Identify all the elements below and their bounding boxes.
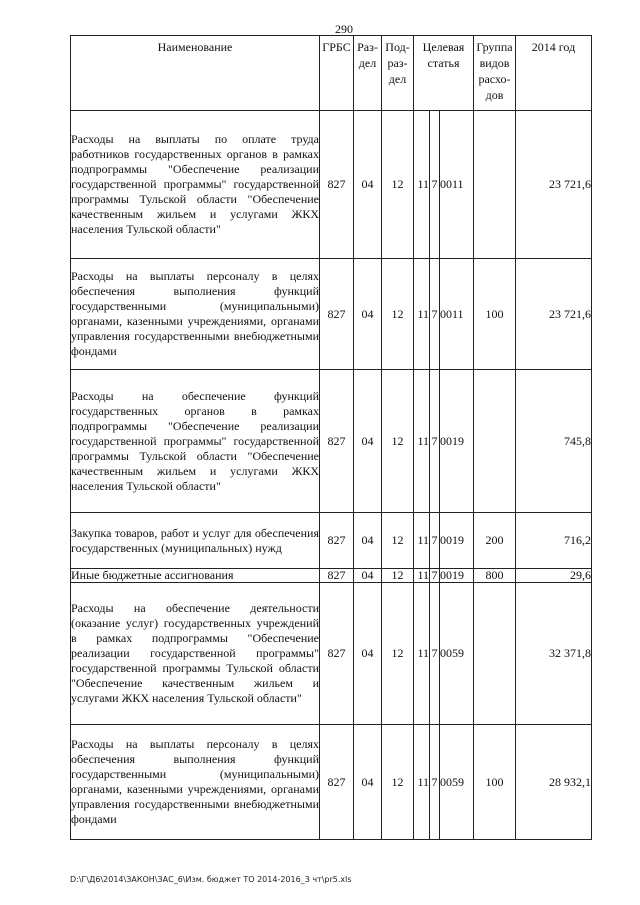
row-podrazdel: 12 <box>382 259 414 370</box>
row-amount: 745,8 <box>516 370 592 513</box>
row-razdel: 04 <box>354 513 382 569</box>
row-grbs: 827 <box>320 111 354 259</box>
row-article-part1: 11 <box>414 111 430 259</box>
row-name: Расходы на обеспечение функций государственных органов в рамках подпрограммы "Обеспечение реализации государственной программы" государственной программы Тульской области "Обеспечение качественным жильем и услугами ЖКХ населения Тульской области" <box>71 370 320 513</box>
header-grbs: ГРБС <box>320 36 354 111</box>
row-podrazdel: 12 <box>382 111 414 259</box>
row-article-part1: 11 <box>414 259 430 370</box>
row-expense-group: 100 <box>474 259 516 370</box>
row-article-part2: 7 <box>430 513 440 569</box>
row-expense-group: 100 <box>474 725 516 840</box>
row-amount: 716,2 <box>516 513 592 569</box>
row-expense-group <box>474 583 516 725</box>
row-expense-group <box>474 370 516 513</box>
row-article-part2: 7 <box>430 725 440 840</box>
row-grbs: 827 <box>320 583 354 725</box>
row-article-part3: 0011 <box>440 259 474 370</box>
row-article-part3: 0019 <box>440 513 474 569</box>
table-row <box>71 259 592 370</box>
row-article-part3: 0019 <box>440 370 474 513</box>
row-grbs: 827 <box>320 513 354 569</box>
row-razdel: 04 <box>354 259 382 370</box>
header-year-2014: 2014 год <box>516 36 592 111</box>
row-name: Расходы на выплаты по оплате труда работников государственных органов в рамках подпрограммы "Обеспечение реализации государственной программы" государственной программы Тульской области "Обеспечение качественным жильем и услугами ЖКХ населения Тульской области" <box>71 111 320 259</box>
row-expense-group <box>474 111 516 259</box>
row-grbs: 827 <box>320 569 354 583</box>
row-article-part2: 7 <box>430 370 440 513</box>
row-podrazdel: 12 <box>382 513 414 569</box>
header-razdel: Раз- дел <box>354 36 382 111</box>
header-expense-group: Группа видов расхо- дов <box>474 36 516 111</box>
file-path-footer: D:\Г\Д6\2014\ЗАКОН\ЗАС_6\Изм. бюджет ТО 2014-2016_3 чт\pr5.xls <box>70 875 352 884</box>
row-amount: 32 371,8 <box>516 583 592 725</box>
table-row <box>71 111 592 259</box>
row-grbs: 827 <box>320 370 354 513</box>
header-name: Наименование <box>71 36 320 111</box>
row-article-part1: 11 <box>414 725 430 840</box>
row-razdel: 04 <box>354 111 382 259</box>
page-number: 290 <box>335 22 353 36</box>
table-row <box>71 725 592 840</box>
row-name: Расходы на выплаты персоналу в целях обеспечения выполнения функций государственными (муниципальными) органами, казенными учреждениями, органами управления государственными внебюджетными фондами <box>71 725 320 840</box>
row-article-part1: 11 <box>414 569 430 583</box>
row-expense-group: 800 <box>474 569 516 583</box>
table-row <box>71 583 592 725</box>
budget-table <box>70 35 592 840</box>
row-article-part2: 7 <box>430 583 440 725</box>
row-expense-group: 200 <box>474 513 516 569</box>
header-target-article: Целевая статья <box>414 36 474 111</box>
row-article-part2: 7 <box>430 111 440 259</box>
header-podrazdel: Под- раз- дел <box>382 36 414 111</box>
row-name: Иные бюджетные ассигнования <box>71 569 320 583</box>
table-row <box>71 569 592 583</box>
row-article-part1: 11 <box>414 513 430 569</box>
row-name: Расходы на выплаты персоналу в целях обеспечения выполнения функций государственными (муниципальными) органами, казенными учреждениями, органами управления государственными внебюджетными фондами <box>71 259 320 370</box>
row-article-part3: 0059 <box>440 583 474 725</box>
row-name: Расходы на обеспечение деятельности (оказание услуг) государственных учреждений в рамках подпрограммы "Обеспечение реализации государственной программы" государственной программы Тульской области "Обеспечение качественным жильем и услугами ЖКХ населения Тульской области" <box>71 583 320 725</box>
row-amount: 23 721,6 <box>516 111 592 259</box>
row-razdel: 04 <box>354 725 382 840</box>
row-grbs: 827 <box>320 259 354 370</box>
row-amount: 28 932,1 <box>516 725 592 840</box>
row-podrazdel: 12 <box>382 583 414 725</box>
row-article-part3: 0059 <box>440 725 474 840</box>
row-razdel: 04 <box>354 583 382 725</box>
table-header-row <box>71 36 592 111</box>
row-article-part3: 0019 <box>440 569 474 583</box>
row-article-part3: 0011 <box>440 111 474 259</box>
row-article-part1: 11 <box>414 583 430 725</box>
row-name: Закупка товаров, работ и услуг для обеспечения государственных (муниципальных) нужд <box>71 513 320 569</box>
row-razdel: 04 <box>354 569 382 583</box>
row-amount: 29,6 <box>516 569 592 583</box>
table-row <box>71 370 592 513</box>
row-podrazdel: 12 <box>382 370 414 513</box>
row-podrazdel: 12 <box>382 725 414 840</box>
row-amount: 23 721,6 <box>516 259 592 370</box>
row-article-part2: 7 <box>431 568 438 582</box>
row-article-part1: 11 <box>414 370 430 513</box>
row-grbs: 827 <box>320 725 354 840</box>
row-razdel: 04 <box>354 370 382 513</box>
table-row <box>71 513 592 569</box>
row-podrazdel: 12 <box>382 569 414 583</box>
row-article-part2: 7 <box>430 259 440 370</box>
